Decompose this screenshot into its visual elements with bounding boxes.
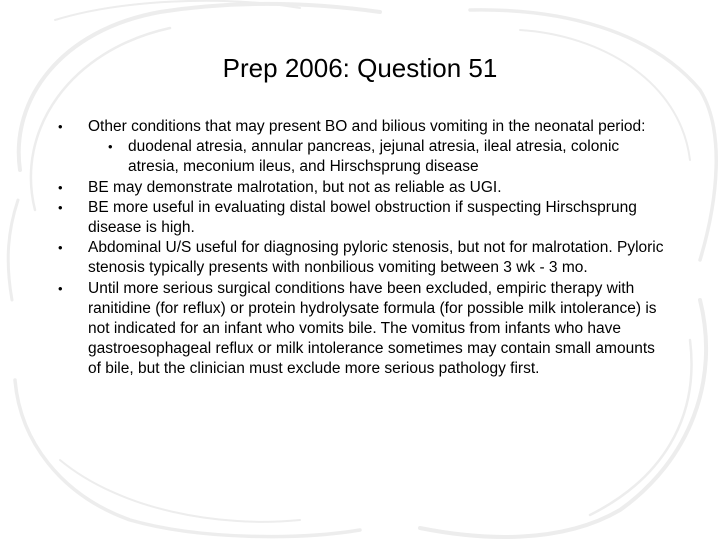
bullet-text: Until more serious surgical conditions have been excluded, empiric therapy with ranitidine (for reflux) or protein hydrolysate formula (for possible milk intolerance) is not indicated for an infant who vomits bile. The vomitus from infants who have gastroesophageal reflux or milk intolerance sometimes may contain small amounts of bile, but the clinician must exclude more serious pathology first. [88, 279, 657, 378]
bullet-item-be-malrotation [58, 178, 668, 198]
slide-title: Prep 2006: Question 51 [222, 53, 498, 83]
bullet-dot-icon: • [58, 199, 63, 215]
bullet-item-empiric-therapy [58, 279, 668, 380]
bullet-item-be-distal-obstruction [58, 198, 668, 238]
bullet-item-other-conditions [58, 117, 668, 178]
sub-bullet-list [88, 137, 668, 177]
bullet-dot-icon: • [58, 119, 63, 134]
sub-bullet-item [108, 137, 668, 177]
bullet-dot-icon: • [108, 139, 113, 155]
sub-bullet-text: duodenal atresia, annular pancreas, jejunal atresia, ileal atresia, colonic atresia, meconium ileus, and Hirschsprung disease [128, 138, 620, 176]
bullet-list [58, 117, 668, 380]
bullet-dot-icon: • [58, 280, 63, 296]
bullet-text: Other conditions that may present BO and bilious vomiting in the neonatal period: [88, 118, 646, 135]
bullet-dot-icon: • [58, 240, 63, 256]
slide-body [58, 117, 668, 380]
bullet-dot-icon: • [58, 179, 63, 195]
bullet-text: Abdominal U/S useful for diagnosing pyloric stenosis, but not for malrotation. Pyloric stenosis typically presents with nonbilious vomiting between 3 wk - 3 mo. [88, 239, 664, 277]
bullet-text: BE more useful in evaluating distal bowel obstruction if suspecting Hirschsprung disease is high. [88, 198, 637, 237]
bullet-text: BE may demonstrate malrotation, but not as reliable as UGI. [88, 178, 502, 196]
bullet-item-abdominal-us [58, 238, 668, 278]
